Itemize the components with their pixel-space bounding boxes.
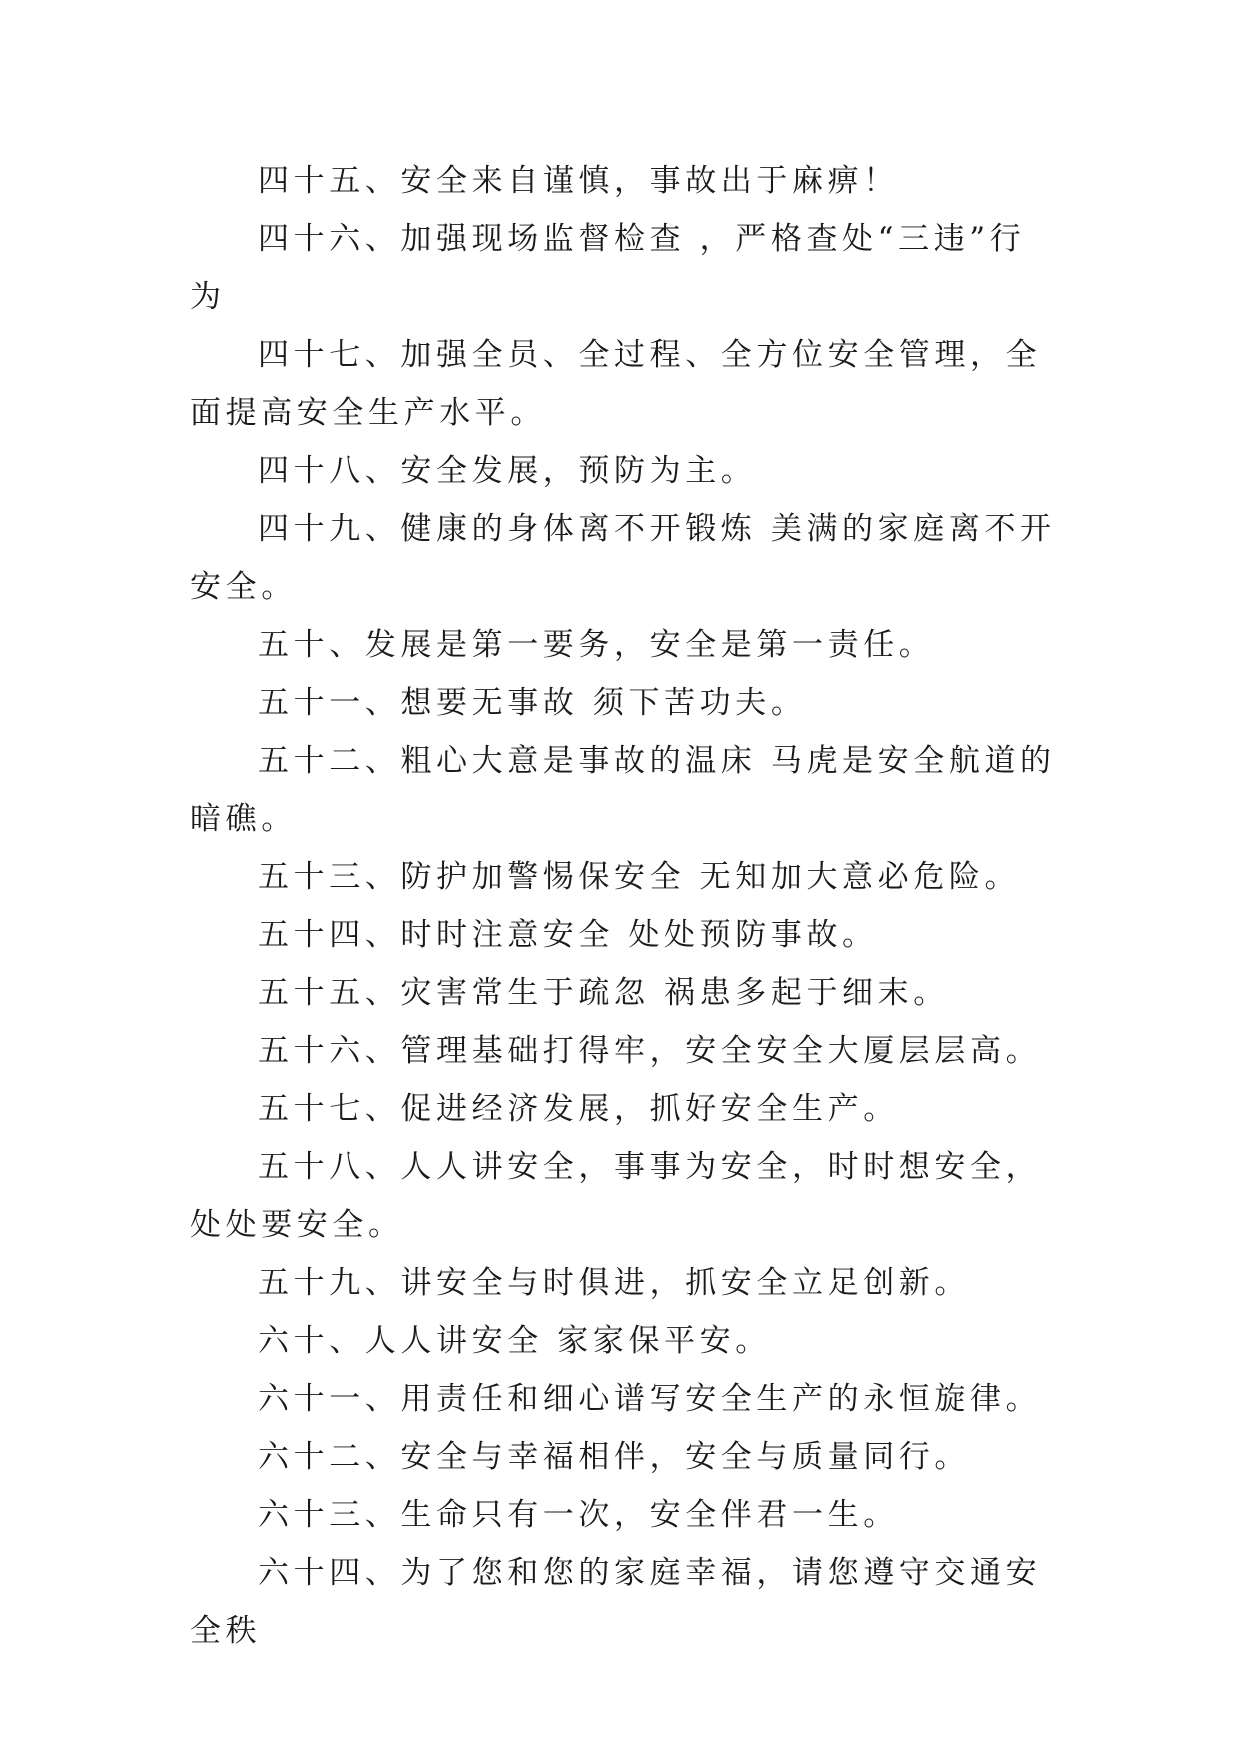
slogan-paragraph: 五十六、管理基础打得牢，安全安全大厦层层高。 [258,1033,1042,1069]
slogan-paragraph: 五十、发展是第一要务，安全是第一责任。 [258,627,935,663]
document-body [190,152,1060,1660]
slogan-paragraph: 六十一、用责任和细心谱写安全生产的永恒旋律。 [258,1381,1042,1417]
slogan-paragraph: 四十八、安全发展，预防为主。 [258,453,757,489]
slogan-paragraph: 六十、人人讲安全 家家保平安。 [258,1323,771,1359]
slogan-paragraph: 四十五、安全来自谨慎，事故出于麻痹！ [258,163,899,199]
slogan-paragraph: 六十四、为了您和您的家庭幸福，请您遵守交通安全秩 [190,1555,1042,1649]
slogan-paragraph: 五十三、防护加警惕保安全 无知加大意必危险。 [258,859,1021,895]
slogan-paragraph: 五十八、人人讲安全，事事为安全，时时想安全，处处要安全。 [190,1149,1042,1243]
slogan-paragraph: 六十三、生命只有一次，安全伴君一生。 [258,1497,899,1533]
slogan-paragraph: 四十六、加强现场监督检查 ，严格查处“三违”行为 [190,221,1026,315]
slogan-paragraph: 五十二、粗心大意是事故的温床 马虎是安全航道的暗礁。 [190,743,1056,837]
slogan-paragraph: 四十七、加强全员、全过程、全方位安全管理，全面提高安全生产水平。 [190,337,1042,431]
slogan-paragraph: 四十九、健康的身体离不开锻炼 美满的家庭离不开安全。 [190,511,1056,605]
slogan-paragraph: 六十二、安全与幸福相伴，安全与质量同行。 [258,1439,970,1475]
slogan-paragraph: 五十五、灾害常生于疏忽 祸患多起于细末。 [258,975,949,1011]
slogan-paragraph: 五十四、时时注意安全 处处预防事故。 [258,917,878,953]
slogan-paragraph: 五十一、想要无事故 须下苦功夫。 [258,685,807,721]
slogan-paragraph: 五十九、讲安全与时俱进，抓安全立足创新。 [258,1265,970,1301]
slogan-paragraph: 五十七、促进经济发展，抓好安全生产。 [258,1091,899,1127]
